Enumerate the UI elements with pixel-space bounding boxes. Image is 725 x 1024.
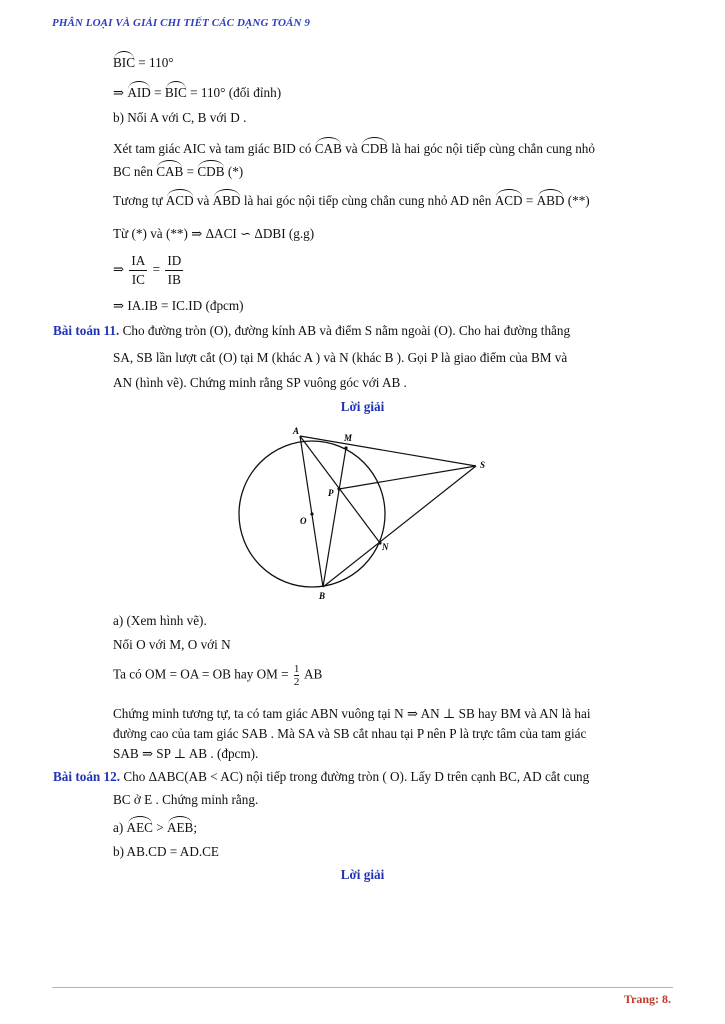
problem-11-line-3: AN (hình vẽ). Chứng minh rằng SP vuông góc với AB .	[113, 375, 407, 390]
label-m: M	[344, 433, 353, 443]
tuong-tu-line: Tương tự ACD và ABD là hai góc nội tiếp cùng chắn cung nhỏ AD nên ACD = ABD (**)	[113, 193, 590, 208]
arc-aeb: AEB	[166, 820, 194, 835]
arc-aid: AID	[127, 85, 151, 100]
sol-paragraph-1: Chứng minh tương tự, ta có tam giác ABN vuông tại N ⇒ AN ⊥ SB hay BM và AN là hai	[113, 706, 591, 721]
arc-bic-2: BIC	[164, 85, 187, 100]
sol-a-line: a) (Xem hình vẽ).	[113, 613, 207, 628]
arc-acd-2: ACD	[494, 193, 523, 208]
problem-12-item-b: b) AB.CD = AD.CE	[113, 844, 219, 859]
solution-title-11: Lời giải	[340, 399, 385, 414]
arc-acd: ACD	[165, 193, 194, 208]
fraction-one-half: $\frac{1}{2}$	[293, 663, 300, 688]
fraction-id-ib: $\frac{ID}{IB}$	[167, 253, 182, 287]
problem-12-line-2: BC ở E . Chứng minh rằng.	[113, 792, 259, 807]
page-header-title: PHÂN LOẠI VÀ GIẢI CHI TIẾT CÁC DẠNG TOÁN 9	[52, 17, 310, 29]
bc-nen-line: BC nên CAB = CDB (*)	[113, 164, 244, 179]
segment-as	[300, 436, 476, 466]
problem-11-line-2: SA, SB lần lượt cắt (O) tại M (khác A ) và N (khác B ). Gọi P là giao điểm của BM và	[113, 350, 568, 365]
bic-line: BIC = 110°	[113, 55, 174, 70]
segment-ps	[339, 466, 476, 489]
sol-taco-line: Ta có OM = OA = OB hay OM = $\frac{1}{2}$ AB	[113, 663, 323, 688]
solution-title-12: Lời giải	[340, 867, 385, 882]
arc-bic: BIC	[113, 55, 135, 70]
arc-cab-2: CAB	[156, 164, 184, 179]
arc-cdb: CDB	[360, 141, 389, 156]
label-b: B	[319, 591, 326, 601]
page-number: Trang: 8.	[623, 992, 671, 1006]
arc-cab: CAB	[314, 141, 342, 156]
line-b: b) Nối A với C, B với D .	[113, 110, 247, 125]
problem-11-label: Bài toán 11.	[53, 323, 120, 338]
problem-12-label: Bài toán 12.	[53, 769, 121, 784]
arc-abd-2: ABD	[536, 193, 565, 208]
label-p: P	[328, 488, 334, 498]
ratio-line: ⇒ $\frac{IA}{IC}$ = $\frac{ID}{IB}$	[113, 253, 182, 287]
segment-bs	[323, 466, 476, 587]
label-a: A	[293, 426, 300, 436]
segment-ab	[300, 436, 323, 587]
arc-aec: AEC	[126, 820, 153, 835]
label-o: O	[300, 516, 307, 526]
label-n: N	[382, 542, 389, 552]
problem-12-item-a: a) AEC > AEB;	[113, 820, 197, 835]
sol-paragraph-3: SAB ⇒ SP ⊥ AB . (đpcm).	[113, 746, 259, 761]
problem-12-line-1: Bài toán 12. Cho ΔABC(AB < AC) nội tiếp trong đường tròn ( O). Lấy D trên cạnh BC, AD cắt cung	[53, 769, 590, 784]
geometry-figure	[220, 420, 500, 610]
fraction-ia-ic: $\frac{IA}{IC}$	[131, 253, 146, 287]
arc-abd: ABD	[212, 193, 241, 208]
segment-bm	[323, 448, 346, 587]
sol-paragraph-2: đường cao của tam giác SAB . Mà SA và SB cắt nhau tại P nên P là trực tâm của tam giác	[113, 726, 587, 741]
footer-divider	[52, 987, 673, 988]
problem-11-line-1: Bài toán 11. Cho đường tròn (O), đường kính AB và điểm S nằm ngoài (O). Cho hai đường thẳng	[53, 323, 571, 338]
xet-line: Xét tam giác AIC và tam giác BID có CAB và CDB là hai góc nội tiếp cùng chắn cung nhỏ	[113, 141, 595, 156]
conclusion-line: ⇒ IA.IB = IC.ID (đpcm)	[113, 298, 244, 313]
tu-line: Từ (*) và (**) ⇒ ΔACI ∽ ΔDBI (g.g)	[113, 226, 315, 241]
sol-connect-line: Nối O với M, O với N	[113, 637, 231, 652]
aid-line: ⇒ AID = BIC = 110° (đối đỉnh)	[113, 85, 282, 100]
label-s: S	[480, 460, 486, 470]
arc-cdb-2: CDB	[197, 164, 225, 179]
